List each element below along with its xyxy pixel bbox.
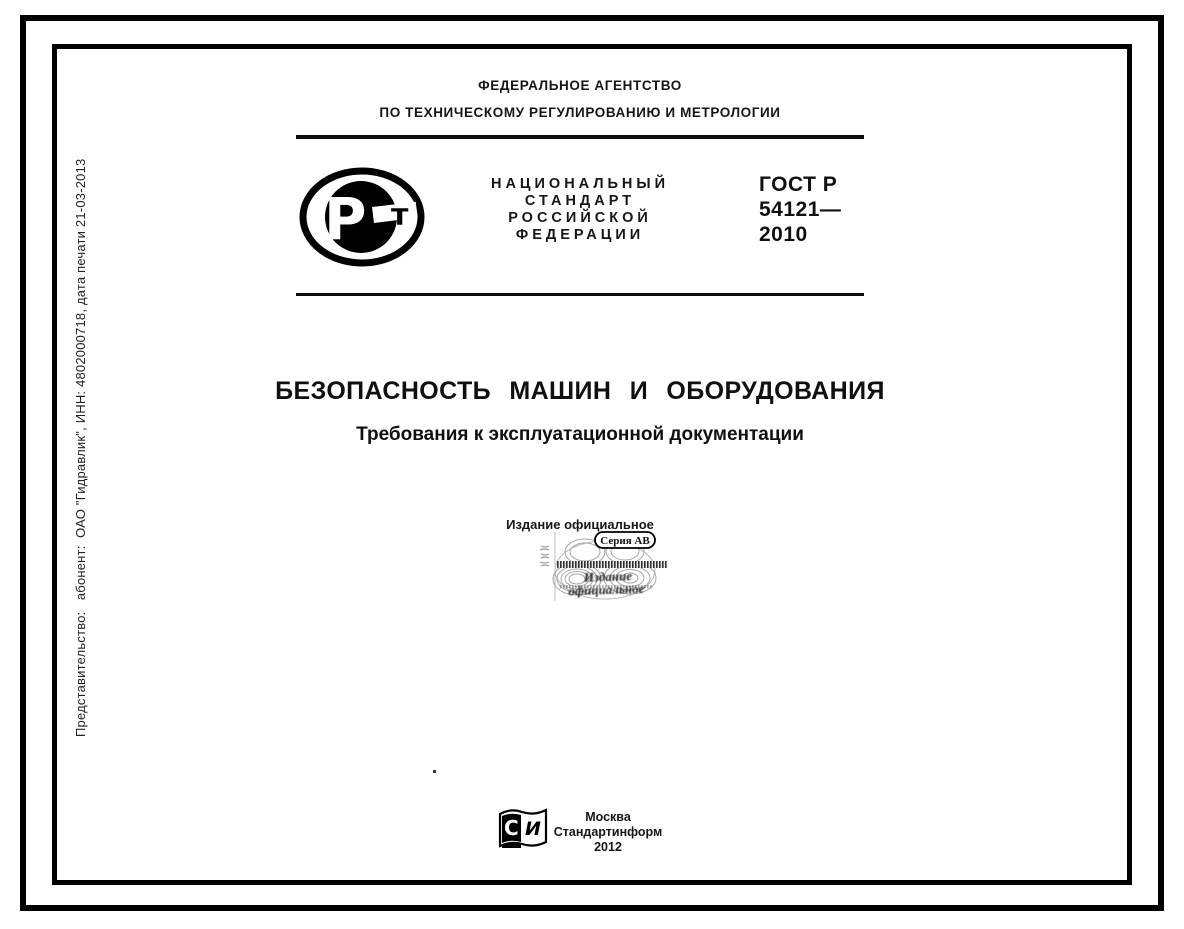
- standard-kind-line: РОССИЙСКОЙ: [508, 210, 652, 226]
- svg-text:И: И: [525, 818, 541, 840]
- standard-kind-line: ФЕДЕРАЦИИ: [515, 227, 645, 243]
- inner-page-border: [52, 44, 1132, 885]
- hologram-overlay-text: [568, 568, 645, 599]
- designation-line: ГОСТ Р: [759, 173, 838, 196]
- standard-designation: [759, 172, 841, 247]
- svg-text:Издание: Издание: [583, 568, 633, 585]
- hologram-hatch-band: [557, 561, 667, 568]
- scan-artifact-dot: [433, 770, 436, 773]
- agency-name-line1: ФЕДЕРАЛЬНОЕ АГЕНТСТВО: [478, 78, 682, 93]
- designation-line: 2010: [759, 223, 808, 246]
- designation-line: 54121—: [759, 198, 842, 221]
- edition-note: Издание официальное: [506, 517, 654, 532]
- rst-certification-mark-icon: [297, 166, 429, 270]
- print-info-sidenote: Представительство: абонент: ОАО "Гидравлик", ИНН: 4802000718, дата печати 21-03-2013: [73, 158, 88, 737]
- imprint-year: 2012: [594, 840, 622, 854]
- svg-text:т: т: [391, 198, 409, 233]
- hologram-serial-marks: [540, 546, 549, 566]
- imprint-block: [528, 810, 688, 855]
- standard-kind-block: [455, 176, 705, 244]
- document-title: БЕЗОПАСНОСТЬ МАШИН И ОБОРУДОВАНИЯ: [275, 377, 885, 405]
- imprint-publisher: Стандартинформ: [553, 825, 663, 839]
- horizontal-rule-top: [296, 135, 864, 139]
- horizontal-rule-bottom: [296, 293, 864, 296]
- svg-text:официальное: официальное: [568, 580, 645, 599]
- imprint-city: Москва: [585, 810, 631, 824]
- svg-text:С: С: [504, 816, 519, 840]
- svg-text:Р: Р: [324, 185, 367, 253]
- document-subtitle: Требования к эксплуатационной документации: [356, 424, 804, 445]
- standard-kind-line: СТАНДАРТ: [524, 193, 636, 209]
- agency-name-line2: ПО ТЕХНИЧЕСКОМУ РЕГУЛИРОВАНИЮ И МЕТРОЛОГИИ: [379, 105, 781, 120]
- standard-kind-line: НАЦИОНАЛЬНЫЙ: [490, 176, 670, 192]
- hologram-stamp: [536, 529, 672, 605]
- hologram-series-label: Серия АВ: [600, 535, 650, 547]
